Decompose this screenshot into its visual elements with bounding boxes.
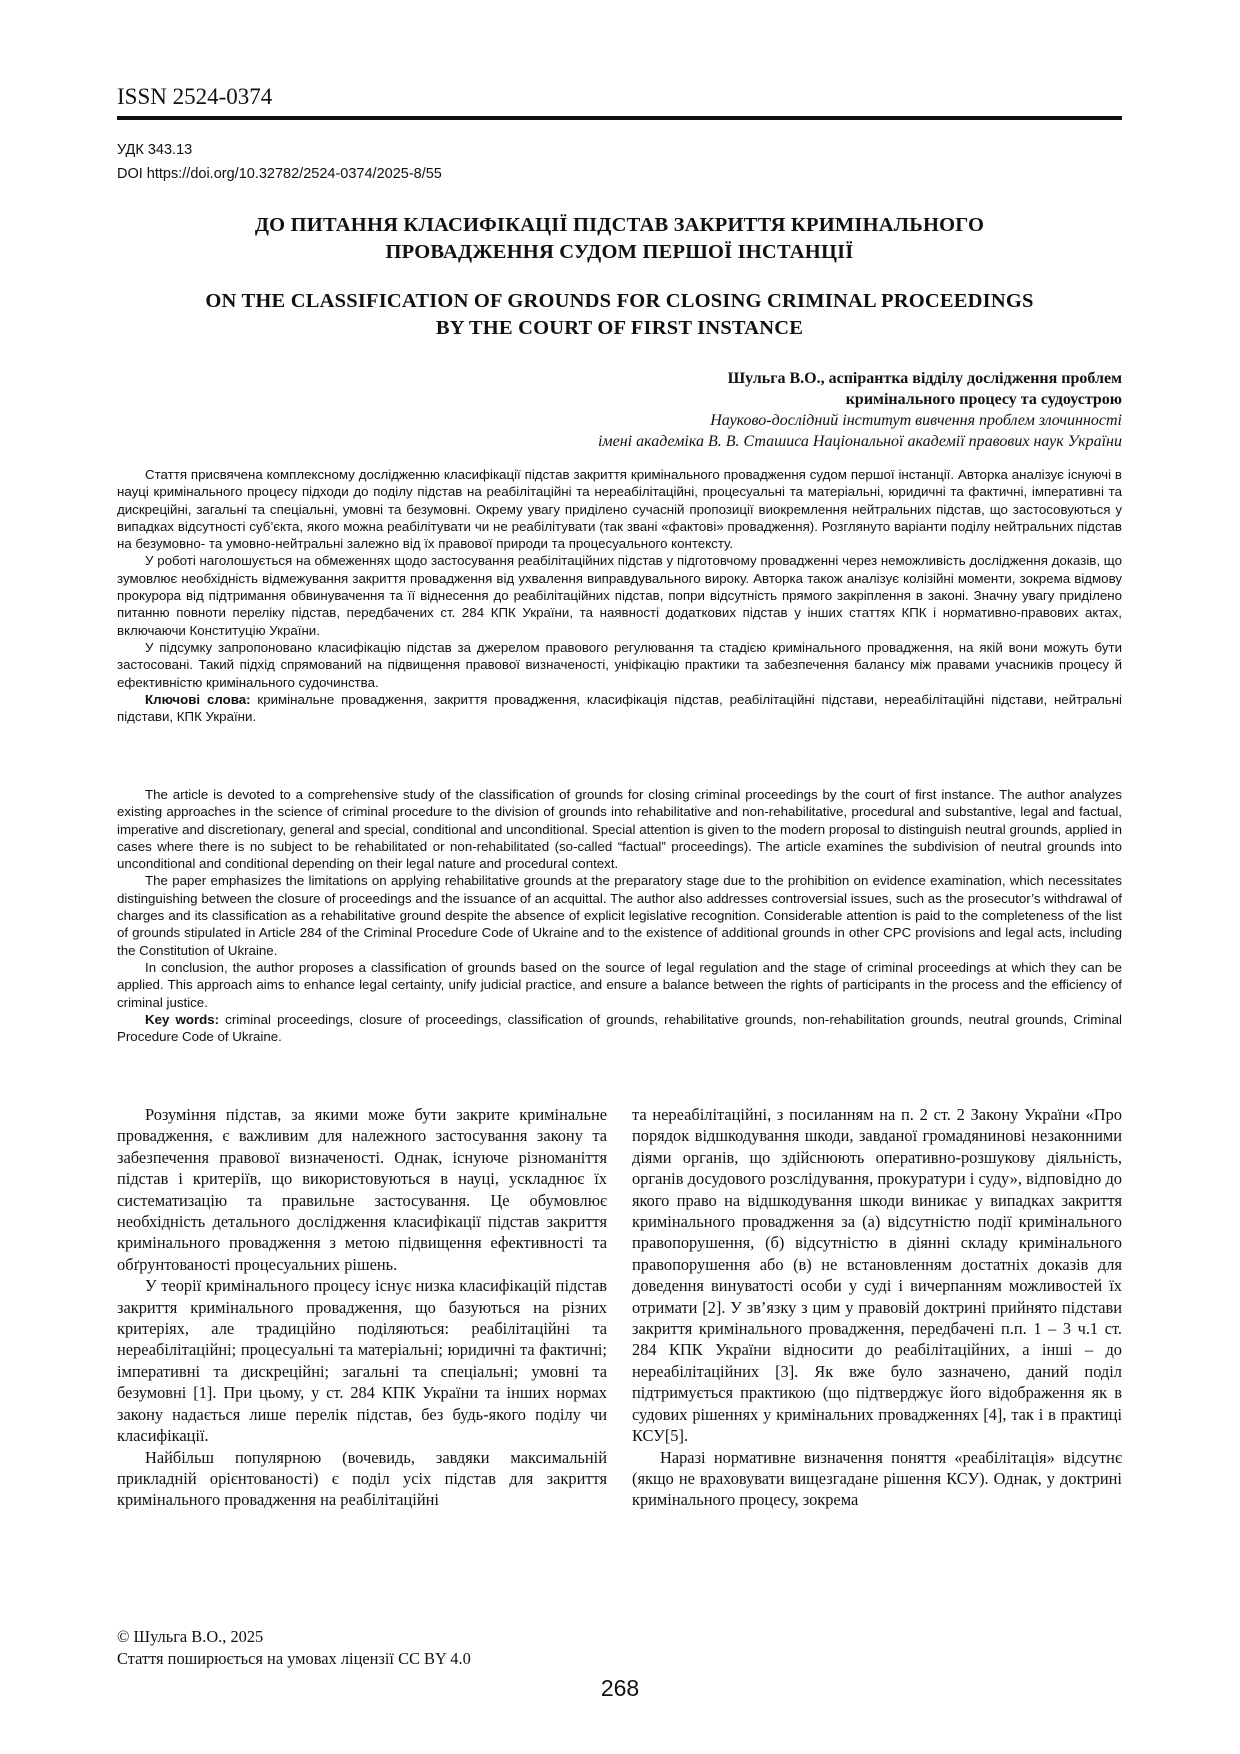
page-number: 268 [600, 1675, 640, 1701]
abstract-english [117, 786, 1122, 1045]
body-paragraph: Найбільш популярною (вочевидь, завдяки максимальній прикладній орієнтованості) є поділ усіх підстав для закриття кримінального провадження на реабілітаційні [117, 1447, 607, 1510]
issn-header: ISSN 2524-0374 [117, 84, 273, 109]
abstract-paragraph: Стаття присвячена комплексному дослідженню класифікації підстав закриття кримінального провадження судом першої інстанції. Авторка аналізує існуючі в науці кримінального процесу підходи до поділу підстав на реабілітаційні та нереабілітаційні, процесуальні та матеріальні, юридичні та фактичні, імперативні та дискреційні, загальні та спеціальні, умовні та безумовні. Окрему увагу приділено сучасній пропозиції виокремлення нейтральних підстав, що застосовуються у випадках відсутності суб’єкта, якого можна реабілітувати чи не реабілітувати (так звані «фактові» провадження). Розглянуто варіанти поділу нейтральних підстав на безумовно- та умовно-нейтральні залежно від їх правової природи та процесуального контексту. [117, 467, 1122, 552]
title-line: ПРОВАДЖЕННЯ СУДОМ ПЕРШОЇ ІНСТАНЦІЇ [385, 241, 854, 263]
body-paragraph: та нереабілітаційні, з посиланням на п. 2 ст. 2 Закону України «Про порядок відшкодування шкоди, завданої громадянинові незаконними діями органів, що здійснюють оперативно-розшукову діяльність, органів досудового розслідування, прокуратури і суду», відповідно до якого право на відшкодування шкоди виникає у випадках закриття кримінального провадження за (а) відсутністю події кримінального правопорушення, (б) відсутністю в діянні складу кримінального правопорушення або (в) не встановленням достатніх доказів для доведення винуватості особи у суді і вичерпанням можливостей їх отримати [2]. У зв’язку з цим у правовій доктрині прийнято підстави закриття кримінального провадження, передбачені п.п. 1 – 3 ч.1 ст. 284 КПК України відносити до реабілітаційних, а інші – до нереабілітаційних [3]. Як вже було зазначено, даний поділ підтримується практикою (що підтверджує його відображення як в судових рішеннях у кримінальних провадженнях [4], так і в практиці КСУ[5]. [632, 1105, 1122, 1446]
abstract-paragraph: The paper emphasizes the limitations on applying rehabilitative grounds at the preparatory stage due to the prohibition on evidence examination, which necessitates distinguishing between the closure of proceedings and the issuance of an acquittal. The author also addresses controversial issues, such as the prosecutor’s withdrawal of charges and its classification as a rehabilitative ground despite the absence of explicit legislative recognition. Considerable attention is paid to the completeness of the list of grounds stipulated in Article 284 of the Criminal Procedure Code of Ukraine and to the existence of additional grounds in other CPC provisions and legal acts, including the Constitution of Ukraine. [117, 873, 1122, 958]
keywords-label: Ключові слова: [145, 691, 251, 707]
article-title-english [117, 288, 1122, 342]
body-column-right [632, 1104, 1122, 1511]
copyright-notice [117, 1626, 471, 1670]
article-title-ukrainian [117, 212, 1122, 266]
author-name: Шульга В.О., аспірантка відділу дослідження проблем [727, 370, 1122, 387]
author-affiliation [598, 368, 1122, 452]
author-academy: імені академіка В. В. Сташиса Національної академії правових наук України [597, 433, 1122, 450]
body-column-left [117, 1104, 607, 1511]
abstract-ukrainian [117, 466, 1122, 725]
udk-code: УДК 343.13 [117, 142, 193, 158]
keywords [117, 1011, 1122, 1046]
body-paragraph: Наразі нормативне визначення поняття «реабілітація» відсутнє (якщо не враховувати вищезгадане рішення КСУ). Однак, у доктрині кримінального процесу, зокрема [632, 1447, 1122, 1510]
title-line: BY THE COURT OF FIRST INSTANCE [435, 317, 804, 339]
abstract-paragraph: У підсумку запропоновано класифікацію підстав за джерелом правового регулювання та стадією кримінального провадження, на якій вони можуть бути застосовані. Такий підхід спрямований на підвищення правової визначеності, уніфікацію практики та забезпечення балансу між правами учасників процесу й ефективністю кримінального судочинства. [117, 639, 1122, 690]
license-line: Стаття поширюється на умовах ліцензії CC BY 4.0 [117, 1649, 471, 1668]
doi: DOI https://doi.org/10.32782/2524-0374/2025-8/55 [117, 166, 442, 182]
keywords-text: кримінальне провадження, закриття провадження, класифікація підстав, реабілітаційні підстави, нереабілітаційні підстави, нейтральні підстави, КПК України. [117, 691, 1122, 725]
keywords [117, 691, 1122, 726]
author-institute: Науково-дослідний інститут вивчення проблем злочинності [710, 412, 1122, 429]
body-paragraph: У теорії кримінального процесу існує низка класифікацій підстав закриття кримінального провадження, що базуються на різних критеріях, але традиційно поділяються: реабілітаційні та нереабілітаційні; процесуальні та матеріальні; юридичні та фактичні; імперативні та дискреційні; загальні та спеціальні; умовні та безумовні [1]. При цьому, у ст. 284 КПК України та інших нормах закону надається лише перелік підстав, без будь-якого поділу чи класифікації. [117, 1276, 607, 1446]
header-rule [117, 116, 1122, 120]
title-line: ON THE CLASSIFICATION OF GROUNDS FOR CLOSING CRIMINAL PROCEEDINGS [205, 290, 1034, 312]
abstract-paragraph: The article is devoted to a comprehensive study of the classification of grounds for closing criminal proceedings by the court of first instance. The author analyzes existing approaches in the science of criminal procedure to the division of grounds into rehabilitative and non-rehabilitative, procedural and substantive, legal and factual, imperative and discretionary, general and special, conditional and unconditional. Special attention is given to the modern proposal to distinguish neutral grounds, applied in cases where there is no subject to be rehabilitated or non-rehabilitated (so-called “factual” proceedings). The article examines the subdivision of neutral grounds into unconditional and conditional depending on their legal nature and procedural context. [117, 787, 1122, 872]
keywords-text: criminal proceedings, closure of proceedings, classification of grounds, rehabilitative grounds, non-rehabilitation grounds, neutral grounds, Criminal Procedure Code of Ukraine. [117, 1011, 1122, 1045]
copyright-line: © Шульга В.О., 2025 [117, 1627, 264, 1646]
author-department: кримінального процесу та судоустрою [845, 391, 1122, 408]
abstract-paragraph: У роботі наголошується на обмеженнях щодо застосування реабілітаційних підстав у підготовчому провадженні через неможливість дослідження доказів, що зумовлює необхідність відмежування закриття провадження від ухвалення виправдувального вироку. Авторка також аналізує колізійні моменти, зокрема відмову прокурора від підтримання обвинувачення та її віднесення до реабілітаційних підстав, попри відсутність прямого закріплення в законі. Значну увагу приділено питанню повноти переліку підстав, передбачених ст. 284 КПК України, та наявності додаткових підстав у інших статтях КПК і нормативно-правових актах, включаючи Конституцію України. [117, 553, 1122, 638]
abstract-paragraph: In conclusion, the author proposes a classification of grounds based on the source of legal regulation and the stage of criminal proceedings at which they can be applied. This approach aims to enhance legal certainty, unify judicial practice, and ensure a balance between the rights of participants in the process and the efficiency of criminal justice. [117, 959, 1122, 1010]
body-paragraph: Розуміння підстав, за якими може бути закрите кримінальне провадження, є важливим для належного застосування закону та забезпечення правової визначеності. Однак, існуюче різноманіття підстав і критеріїв, що використовуються в науці, ускладнює їх систематизацію та правильне застосування. Це обумовлює необхідність детального дослідження класифікації підстав закриття кримінального провадження з метою підвищення ефективності та обґрунтованості процесуальних рішень. [117, 1105, 607, 1274]
keywords-label: Key words: [145, 1011, 220, 1027]
title-line: ДО ПИТАННЯ КЛАСИФІКАЦІЇ ПІДСТАВ ЗАКРИТТЯ КРИМІНАЛЬНОГО [254, 214, 985, 236]
